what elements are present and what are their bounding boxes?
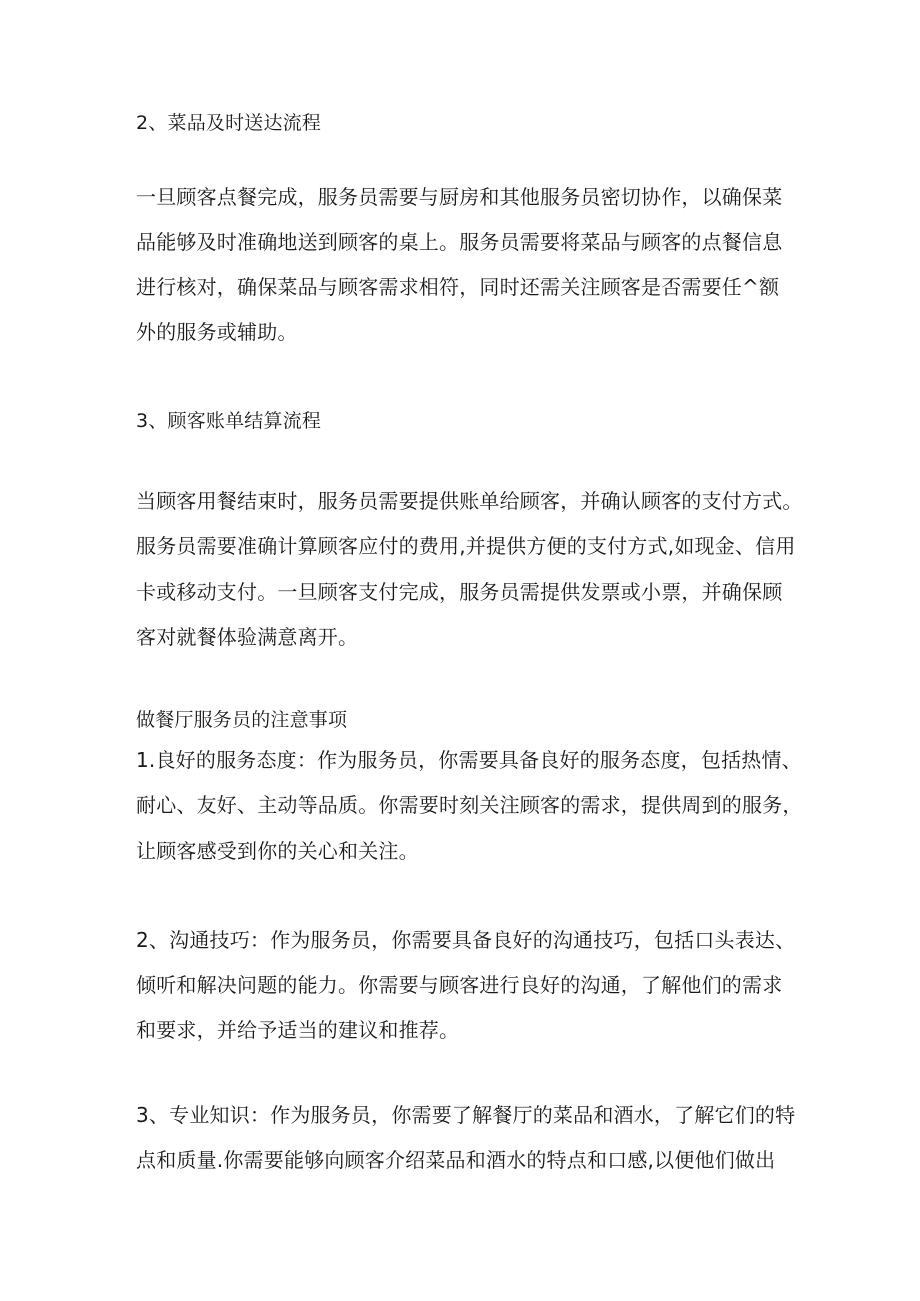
paragraph-line: 3、专业知识：作为服务员，你需要了解餐厅的菜品和酒水，了解它们的特 <box>136 1103 796 1127</box>
paragraph-line: 耐心、友好、主动等品质。你需要时刻关注顾客的需求，提供周到的服务， <box>136 793 803 817</box>
paragraph-line: 客对就餐体验满意离开。 <box>136 625 359 649</box>
section-heading-delivery: 2、菜品及时送达流程 <box>136 112 322 134</box>
paragraph-line: 外的服务或辅助。 <box>136 320 298 344</box>
section-heading-billing: 3、顾客账单结算流程 <box>136 410 322 432</box>
paragraph-line: 进行核对，确保菜品与顾客需求相符，同时还需关注顾客是否需要任^额 <box>136 275 780 299</box>
paragraph-line: 1.良好的服务态度：作为服务员，你需要具备良好的服务态度，包括热情、 <box>136 748 802 772</box>
paragraph-line: 让顾客感受到你的关心和关注。 <box>136 839 419 863</box>
paragraph-line: 点和质量.你需要能够向顾客介绍菜品和酒水的特点和口感,以便他们做出 <box>136 1148 776 1172</box>
paragraph-line: 卡或移动支付。一旦顾客支付完成，服务员需提供发票或小票，并确保顾 <box>136 580 783 604</box>
paragraph-line: 品能够及时准确地送到顾客的桌上。服务员需要将菜品与顾客的点餐信息 <box>136 230 783 254</box>
paragraph-line: 2、沟通技巧：作为服务员，你需要具备良好的沟通技巧，包括口头表达、 <box>136 928 796 952</box>
paragraph-line: 一旦顾客点餐完成，服务员需要与厨房和其他服务员密切协作，以确保菜 <box>136 185 783 209</box>
paragraph-line: 当顾客用餐结束时，服务员需要提供账单给顾客，并确认顾客的支付方式。 <box>136 489 803 513</box>
paragraph-line: 和要求，并给予适当的建议和推荐。 <box>136 1018 460 1042</box>
paragraph-line: 服务员需要准确计算顾客应付的费用,并提供方便的支付方式,如现金、信用 <box>136 534 796 558</box>
notes-title: 做餐厅服务员的注意事项 <box>136 709 348 731</box>
paragraph-line: 倾听和解决问题的能力。你需要与顾客进行良好的沟通，了解他们的需求 <box>136 973 783 997</box>
